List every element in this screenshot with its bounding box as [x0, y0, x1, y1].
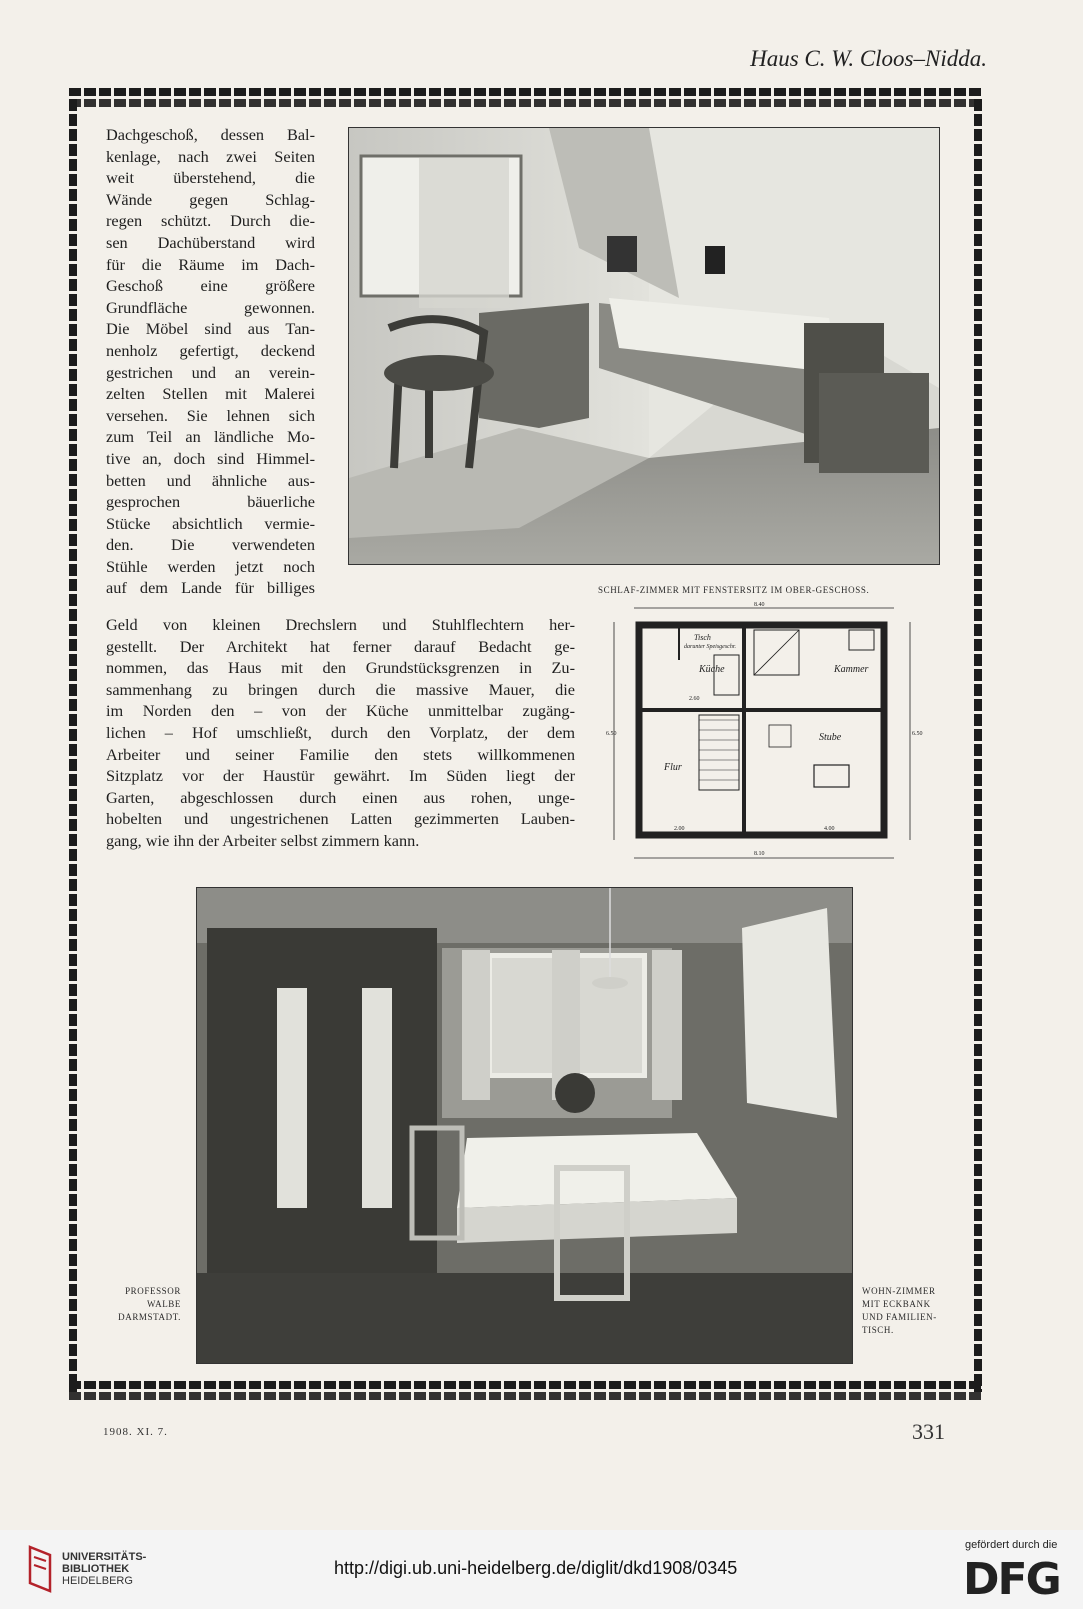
text-line: gestrichen und an verein-: [106, 362, 315, 382]
text-line: im Norden den – von der Küche unmittelbar zugäng-: [106, 701, 575, 721]
funded-by-label: gefördert durch die: [965, 1539, 1058, 1551]
text-line: betten und ähnliche aus-: [106, 470, 315, 490]
bedroom-photo-image: [349, 128, 939, 564]
plan-label-hall: Flur: [664, 762, 682, 773]
text-line: Stühle werden jetzt noch: [106, 556, 315, 576]
plan-dim-inner-2: 2.00: [674, 826, 685, 832]
plan-label-kitchen: Küche: [699, 664, 725, 675]
text-line: kenlage, nach zwei Seiten: [106, 146, 315, 166]
credit-line-1: PROFESSOR: [125, 1286, 181, 1296]
bedroom-photo: [348, 127, 940, 565]
living-room-photo-image: [197, 888, 852, 1363]
frame-top-border-inner: [69, 99, 982, 107]
text-line: weit überstehend, die: [106, 168, 315, 188]
frame-bottom-border-inner: [69, 1392, 982, 1400]
text-line: hobelten und ungestrichenen Latten gezimmerten Lauben-: [106, 809, 575, 829]
dfg-logo[interactable]: DFG: [963, 1554, 1060, 1605]
plan-label-chamber: Kammer: [834, 664, 869, 675]
text-line: zelten Stellen mit Malerei: [106, 384, 315, 404]
plan-dim-inner-1: 2.60: [689, 696, 700, 702]
frame-bottom-border: [69, 1381, 982, 1389]
living-room-caption: [862, 1285, 937, 1337]
living-caption-line-1: WOHN-ZIMMER: [862, 1286, 936, 1296]
library-name-line-1: UNIVERSITÄTS-: [62, 1551, 147, 1563]
library-logo-icon[interactable]: [28, 1545, 54, 1593]
text-line: versehen. Sie lehnen sich: [106, 405, 315, 425]
bedroom-caption: SCHLAF-ZIMMER MIT FENSTERSITZ IM OBER-GESCHOSS.: [598, 585, 870, 595]
text-line: Grundfläche gewonnen.: [106, 297, 315, 317]
text-line: Geschoß eine größere: [106, 276, 315, 296]
living-caption-line-4: TISCH.: [862, 1325, 894, 1335]
frame-right-border: [974, 99, 982, 1392]
text-line: Geld von kleinen Drechslern und Stuhlflechtern her-: [106, 615, 575, 634]
text-line: lichen – Hof umschließt, durch den Vorplatz, der dem: [106, 722, 575, 742]
library-name-line-2: BIBLIOTHEK: [62, 1563, 130, 1575]
plan-dim-top: 8.40: [754, 602, 765, 608]
credit-line-2: WALBE: [147, 1299, 181, 1309]
library-name-line-3: HEIDELBERG: [62, 1575, 133, 1587]
text-line: für die Räume im Dach-: [106, 254, 315, 274]
narrow-text-column: [106, 124, 315, 599]
page-number: 331: [912, 1419, 945, 1444]
text-line: gestellt. Der Architekt hat ferner darauf Bedacht ge-: [106, 636, 575, 656]
text-line: gang, wie ihn der Arbeiter selbst zimmern kann.: [106, 830, 420, 850]
running-title: Haus C. W. Cloos–Nidda.: [750, 46, 987, 71]
frame-left-border: [69, 99, 77, 1392]
plan-dim-left: 6.50: [606, 731, 617, 737]
text-line: Garten, abgeschlossen durch einen aus rohen, unge-: [106, 787, 575, 807]
credit-line-3: DARMSTADT.: [118, 1312, 181, 1322]
plan-label-living: Stube: [819, 732, 842, 743]
issue-number: 1908. XI. 7.: [103, 1426, 168, 1438]
library-footer-bar: [0, 1530, 1083, 1609]
text-line: nommen, das Haus mit den Grundstücksgrenzen in Zu-: [106, 658, 575, 678]
plan-dim-bottom: 8.10: [754, 851, 765, 857]
permalink-url[interactable]: http://digi.ub.uni-heidelberg.de/diglit/dkd1908/0345: [334, 1558, 738, 1578]
plan-label-table-note: darunter Speisgeschr.: [684, 644, 736, 650]
living-room-photo: [196, 887, 853, 1364]
plan-dim-inner-3: 4.00: [824, 826, 835, 832]
text-line: sen Dachüberstand wird: [106, 232, 315, 252]
text-line: regen schützt. Durch die-: [106, 211, 315, 231]
plan-label-table: Tisch: [694, 633, 711, 642]
living-caption-line-2: MIT ECKBANK: [862, 1299, 931, 1309]
text-line: den. Die verwendeten: [106, 535, 315, 555]
plan-dim-right: 6.50: [912, 731, 923, 737]
living-caption-line-3: UND FAMILIEN-: [862, 1312, 937, 1322]
text-line: Sitzplatz vor der Haustür gewährt. Im Süden liegt der: [106, 766, 575, 786]
text-line: Stücke absichtlich vermie-: [106, 513, 315, 533]
text-line: auf dem Lande für billiges: [106, 578, 315, 598]
text-line: tive an, doch sind Himmel-: [106, 448, 315, 468]
text-line: gesprochen bäuerliche: [106, 492, 315, 512]
wide-text-column: [106, 614, 575, 852]
text-line: Die Möbel sind aus Tan-: [106, 319, 315, 339]
text-line: sammenhang zu bringen durch die massive Mauer, die: [106, 679, 575, 699]
photographer-credit: [103, 1285, 181, 1324]
floor-plan-drawing: [604, 600, 924, 870]
text-line: zum Teil an ländliche Mo-: [106, 427, 315, 447]
frame-top-border: [69, 88, 982, 96]
text-line: nenholz gefertigt, deckend: [106, 340, 315, 360]
library-name[interactable]: [62, 1551, 146, 1587]
text-line: Wände gegen Schlag-: [106, 189, 315, 209]
text-line: Arbeiter und seiner Familie den stets willkommenen: [106, 744, 575, 764]
text-line: Dachgeschoß, dessen Bal-: [106, 125, 315, 144]
